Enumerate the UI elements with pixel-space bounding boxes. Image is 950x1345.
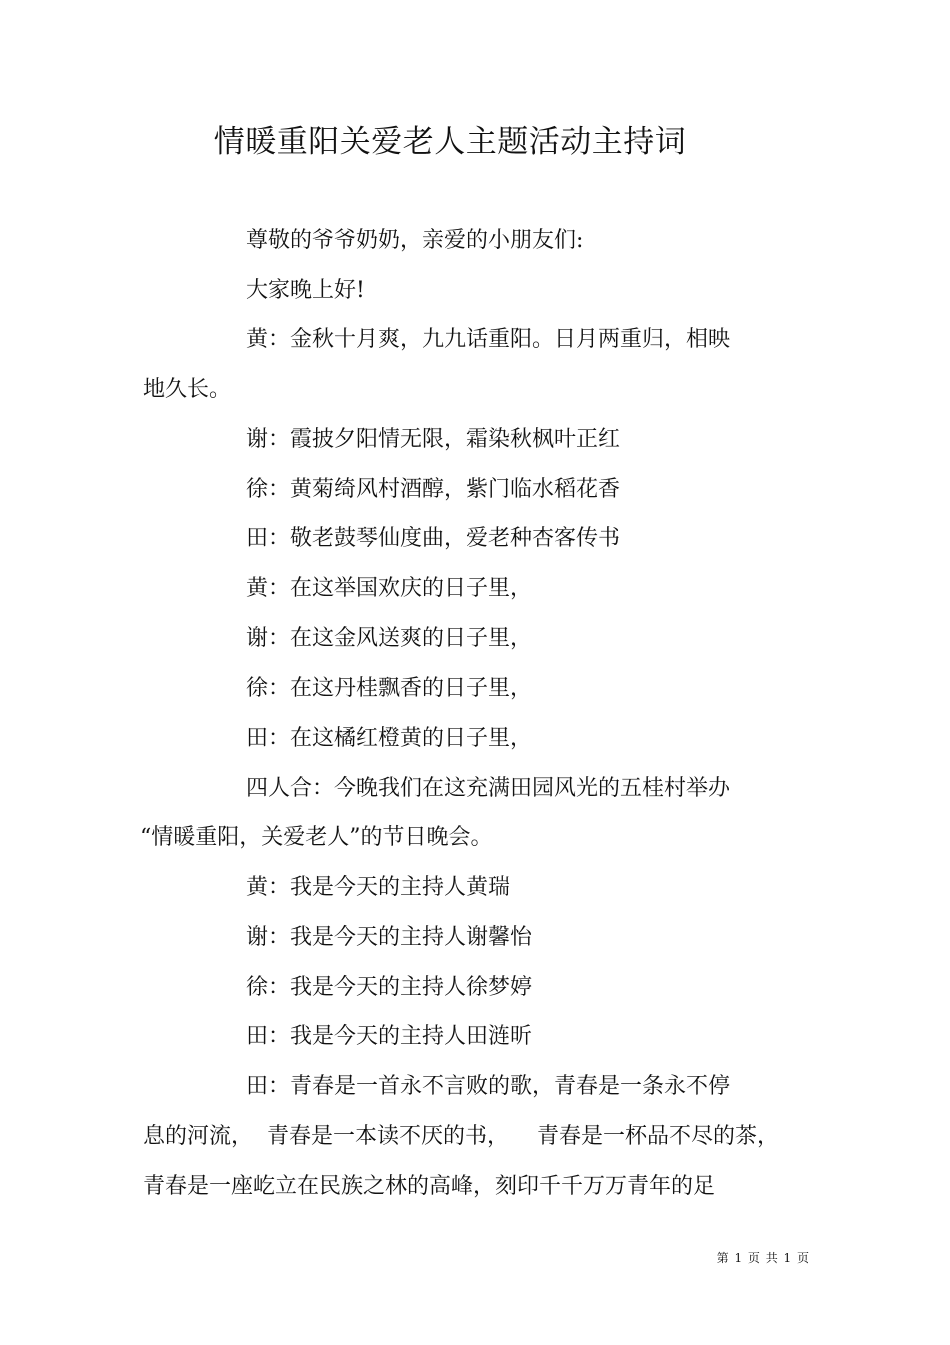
paragraph-line: 息的河流， 青春是一本读不厌的书， 青春是一杯品不尽的茶， xyxy=(143,1124,779,1149)
paragraph-line: 地久长。 xyxy=(143,377,232,402)
paragraph-line: 青春是一座屹立在民族之林的高峰，刻印千千万万青年的足 xyxy=(143,1174,716,1199)
paragraph-line: “情暖重阳，关爱老人”的节日晚会。 xyxy=(140,825,493,850)
paragraph-line: 田：敬老鼓琴仙度曲，爱老种杏客传书 xyxy=(246,526,621,551)
paragraph-line: 黄：在这举国欢庆的日子里， xyxy=(246,576,533,601)
document-title: 情暖重阳关爱老人主题活动主持词 xyxy=(213,124,687,160)
paragraph-line: 田：青春是一首永不言败的歌，青春是一条永不停 xyxy=(246,1074,731,1099)
paragraph-line: 徐：黄菊绮风村酒醇，紫门临水稻花香 xyxy=(246,477,621,502)
paragraph-line: 黄：金秋十月爽，九九话重阳。日月两重归，相映 xyxy=(246,327,731,352)
paragraph-line: 大家晚上好! xyxy=(246,278,365,303)
paragraph-line: 徐：我是今天的主持人徐梦婷 xyxy=(246,975,533,1000)
paragraph-line: 徐：在这丹桂飘香的日子里， xyxy=(246,676,533,701)
paragraph-line: 田：我是今天的主持人田涟昕 xyxy=(246,1024,533,1049)
paragraph-line: 黄：我是今天的主持人黄瑞 xyxy=(246,875,511,900)
paragraph-line: 尊敬的爷爷奶奶，亲爱的小朋友们: xyxy=(246,228,584,253)
page-footer: 第 1 页 共 1 页 xyxy=(716,1251,810,1265)
paragraph-line: 谢：我是今天的主持人谢馨怡 xyxy=(246,925,533,950)
paragraph-line: 谢：霞披夕阳情无限，霜染秋枫叶正红 xyxy=(246,427,621,452)
paragraph-line: 谢：在这金风送爽的日子里， xyxy=(246,626,533,651)
paragraph-line: 四人合：今晚我们在这充满田园风光的五桂村举办 xyxy=(246,776,731,801)
paragraph-line: 田：在这橘红橙黄的日子里， xyxy=(246,726,533,751)
